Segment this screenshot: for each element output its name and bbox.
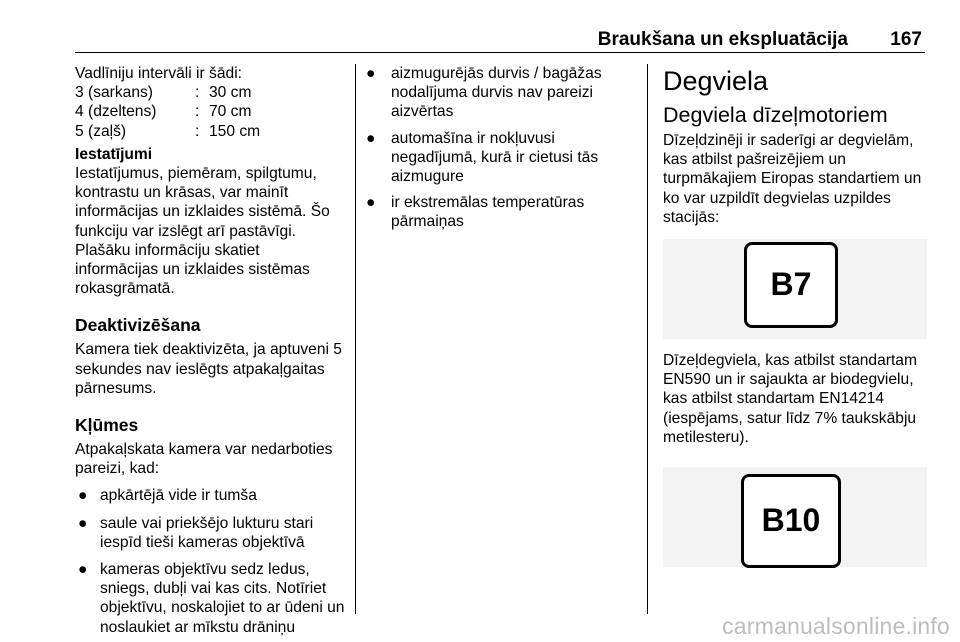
interval-row [75, 102, 347, 121]
interval-label: 5 (zaļš) [75, 122, 127, 140]
interval-row [75, 83, 347, 102]
page-header [0, 0, 960, 50]
column-2 [366, 64, 638, 232]
b10-label-figure [663, 467, 927, 567]
intervals-intro: Vadlīniju intervāli ir šādi: [75, 65, 242, 82]
interval-value: 30 cm [209, 84, 252, 102]
faults-list [75, 486, 347, 636]
page-number: 167 [890, 29, 922, 50]
interval-value: 70 cm [209, 103, 252, 121]
section-title: Degviela [663, 66, 769, 96]
header-title: Braukšana un ekspluatācija [597, 29, 848, 50]
list-item [75, 514, 347, 552]
list-item [75, 560, 347, 637]
list-item-text: apkārtējā vide ir tumša [100, 487, 257, 505]
column-1 [75, 64, 347, 637]
watermark: carmanualsonline.info [722, 613, 950, 639]
fuel-intro: Dīzeļdzinēji ir saderīgi ar degvielām, kas atbilst pašreizējiem un turpmākajiem Eiropas standartiem un ko var uzpildīt degvielas uzpildes stacijās: [663, 132, 922, 226]
interval-separator: : [195, 122, 200, 140]
bullet-icon: ● [366, 194, 376, 212]
b7-label-figure [663, 239, 927, 339]
interval-label: 4 (dzeltens) [75, 103, 157, 121]
b7-fuel-label: B7 [744, 242, 838, 328]
settings-text: Iestatījumus, piemēram, spilgtumu, kontrastu un krāsas, var mainīt informācijas un izklaides sistēmā. Šo funkciju var izslēgt arī pastāvīgi. Plašāku informāciju skatiet informācijas un izklaides sistēmas rokasgrāmatā. [75, 165, 330, 298]
deactivation-text: Kamera tiek deaktivizēta, ja aptuveni 5 sekundes nav ieslēgts atpakaļgaitas pārnesums. [75, 341, 342, 397]
bullet-icon: ● [78, 561, 88, 579]
bullet-icon: ● [366, 65, 376, 82]
section-subtitle: Degviela dīzeļmotoriem [663, 103, 888, 127]
faults-heading: Kļūmes [75, 415, 139, 436]
interval-value: 150 cm [209, 122, 261, 140]
interval-row [75, 122, 347, 141]
list-item [366, 129, 638, 187]
b7-description: Dīzeļdegviela, kas atbilst standartam EN590 un ir sajaukta ar biodegvielu, kas atbilst standartam EN14214 (iespējams, satur līdz 7% taukskābju metilesteru). [663, 352, 917, 446]
list-item-text: aizmugurējās durvis / bagāžas nodalījuma durvis nav pareizi aizvērtas [391, 65, 602, 121]
interval-label: 3 (sarkans) [75, 84, 153, 102]
list-item [75, 486, 347, 505]
bullet-icon: ● [78, 487, 88, 505]
header-divider [75, 52, 925, 53]
interval-separator: : [195, 103, 200, 121]
faults-text: Atpakaļskata kamera var nedarboties pareizi, kad: [75, 441, 333, 478]
column-3 [663, 64, 927, 579]
list-item-text: saule vai priekšējo lukturu stari iespīd tieši kameras objektīvā [100, 514, 314, 551]
settings-heading: Iestatījumi [75, 145, 153, 163]
intervals-table [75, 83, 347, 141]
column-divider-2 [647, 64, 648, 614]
bullet-icon: ● [78, 514, 88, 532]
deactivation-heading: Deaktivizēšana [75, 315, 201, 336]
list-item [366, 193, 638, 231]
interval-separator: : [195, 84, 200, 102]
b10-fuel-label: B10 [741, 474, 841, 568]
list-item-text: ir ekstremālas temperatūras pārmaiņas [391, 194, 585, 231]
list-item [366, 64, 638, 122]
faults-list-continued [366, 64, 638, 232]
list-item-text: automašīna ir nokļuvusi negadījumā, kurā ir cietusi tās aizmugure [391, 129, 599, 186]
list-item-text: kameras objektīvu sedz ledus, sniegs, dubļi vai kas cits. Notīriet objektīvu, noskalojiet to ar ūdeni un noslaukiet ar mīkstu drāniņu [100, 561, 345, 636]
column-divider-1 [355, 64, 356, 614]
bullet-icon: ● [366, 129, 376, 147]
